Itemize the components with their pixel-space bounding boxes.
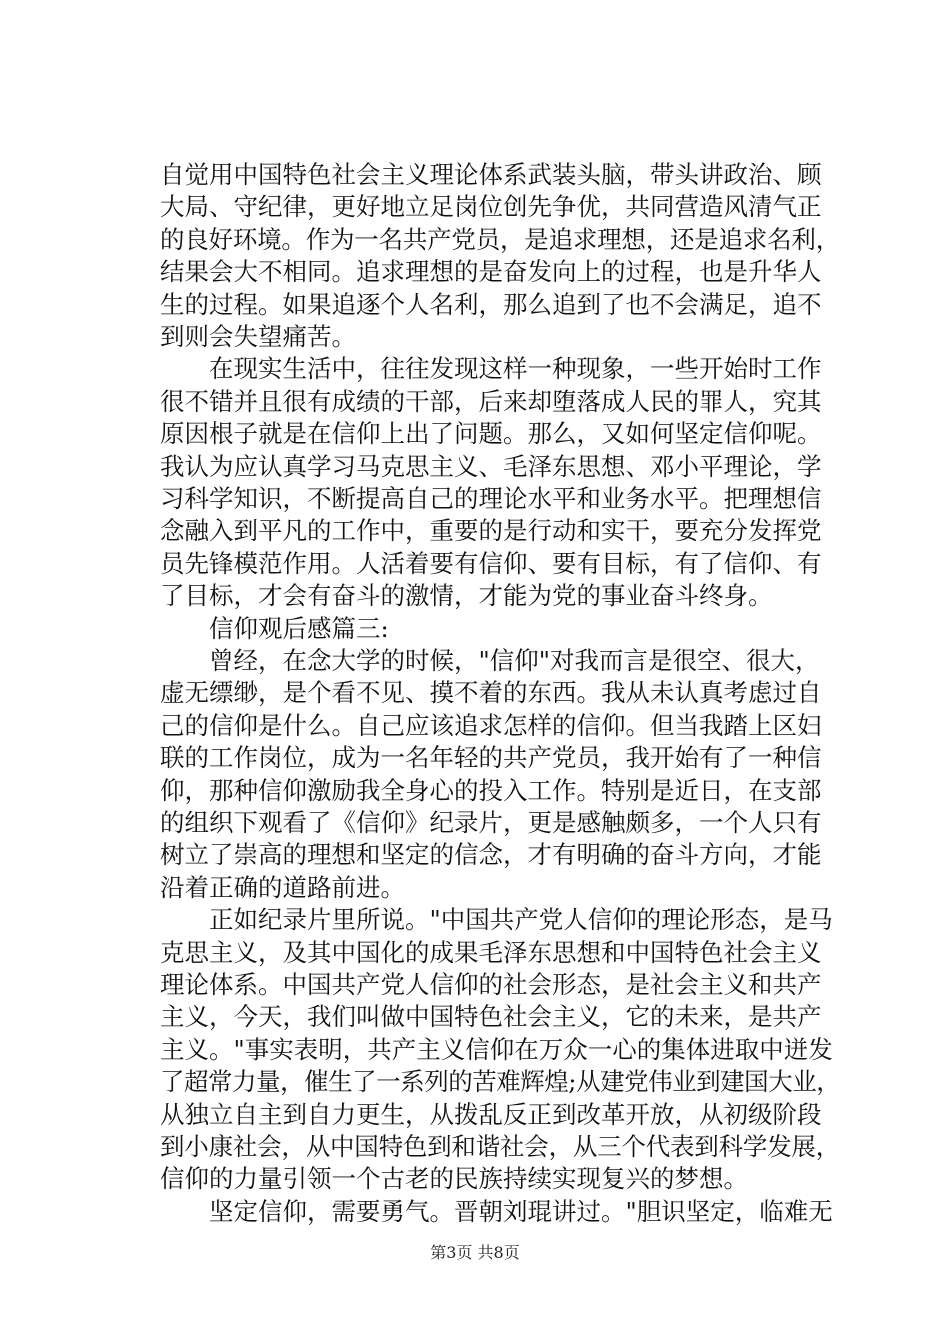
text-line: 到小康社会，从中国特色到和谐社会，从三个代表到科学发展， xyxy=(160,1132,840,1161)
text-line: 员先锋模范作用。人活着要有信仰、要有目标，有了信仰、有 xyxy=(160,548,822,578)
text-line: 信仰的力量引领一个古老的民族持续实现复兴的梦想。 xyxy=(160,1164,748,1194)
text-line: 大局、守纪律，更好地立足岗位创先争优，共同营造风清气正 xyxy=(160,192,822,222)
text-line: 理论体系。中国共产党人信仰的社会形态，是社会主义和共产 xyxy=(160,970,822,999)
text-line: 在现实生活中，往往发现这样一种现象，一些开始时工作 xyxy=(160,354,822,384)
text-line: 自觉用中国特色社会主义理论体系武装头脑，带头讲政治、顾 xyxy=(160,160,822,189)
text-line: 仰，那种信仰激励我全身心的投入工作。特别是近日，在支部 xyxy=(160,775,822,805)
text-line: 了目标，才会有奋斗的激情，才能为党的事业奋斗终身。 xyxy=(160,581,773,611)
text-line: 主义，今天，我们叫做中国特色社会主义，它的未来，是共产 xyxy=(160,1002,822,1032)
text-line: 树立了崇高的理想和坚定的信念，才有明确的奋斗方向，才能 xyxy=(160,840,822,870)
page-footer: 第3页 共8页 xyxy=(430,1243,520,1262)
text-line: 坚定信仰，需要勇气。晋朝刘琨讲过。"胆识坚定，临难无 xyxy=(160,1196,833,1226)
text-line: 从独立自主到自力更生，从拨乱反正到改革开放，从初级阶段 xyxy=(160,1099,822,1129)
text-line: 曾经，在念大学的时候，"信仰"对我而言是很空、很大， xyxy=(160,646,820,675)
text-line: 的良好环境。作为一名共产党员，是追求理想，还是追求名利， xyxy=(160,224,840,254)
text-line: 沿着正确的道路前进。 xyxy=(160,872,405,902)
text-line: 念融入到平凡的工作中，重要的是行动和实干，要充分发挥党 xyxy=(160,516,822,546)
text-line: 我认为应认真学习马克思主义、毛泽东思想、邓小平理论，学 xyxy=(160,451,822,481)
text-line: 克思主义，及其中国化的成果毛泽东思想和中国特色社会主义 xyxy=(160,937,822,967)
text-line: 了超常力量，催生了一系列的苦难辉煌;从建党伟业到建国大业， xyxy=(160,1067,840,1097)
text-line: 联的工作岗位，成为一名年轻的共产党员，我开始有了一种信 xyxy=(160,743,822,773)
text-line: 生的过程。如果追逐个人名利，那么追到了也不会满足，追不 xyxy=(160,289,822,319)
text-line: 己的信仰是什么。自己应该追求怎样的信仰。但当我踏上区妇 xyxy=(160,710,822,740)
text-line: 到则会失望痛苦。 xyxy=(160,322,356,351)
text-line: 主义。"事实表明，共产主义信仰在万众一心的集体进取中迸发 xyxy=(160,1034,833,1064)
text-line: 虚无缥缈，是个看不见、摸不着的东西。我从未认真考虑过自 xyxy=(160,678,822,708)
text-line: 原因根子就是在信仰上出了问题。那么，又如何坚定信仰呢。 xyxy=(160,419,822,449)
text-line: 的组织下观看了《信仰》纪录片，更是感触颇多，一个人只有 xyxy=(160,808,822,837)
text-line: 信仰观后感篇三: xyxy=(160,613,389,643)
text-line: 正如纪录片里所说。"中国共产党人信仰的理论形态，是马 xyxy=(160,905,833,935)
text-line: 结果会大不相同。追求理想的是奋发向上的过程，也是升华人 xyxy=(160,257,822,287)
text-line: 习科学知识，不断提高自己的理论水平和业务水平。把理想信 xyxy=(160,484,822,513)
text-line: 很不错并且很有成绩的干部，后来却堕落成人民的罪人，究其 xyxy=(160,386,822,416)
